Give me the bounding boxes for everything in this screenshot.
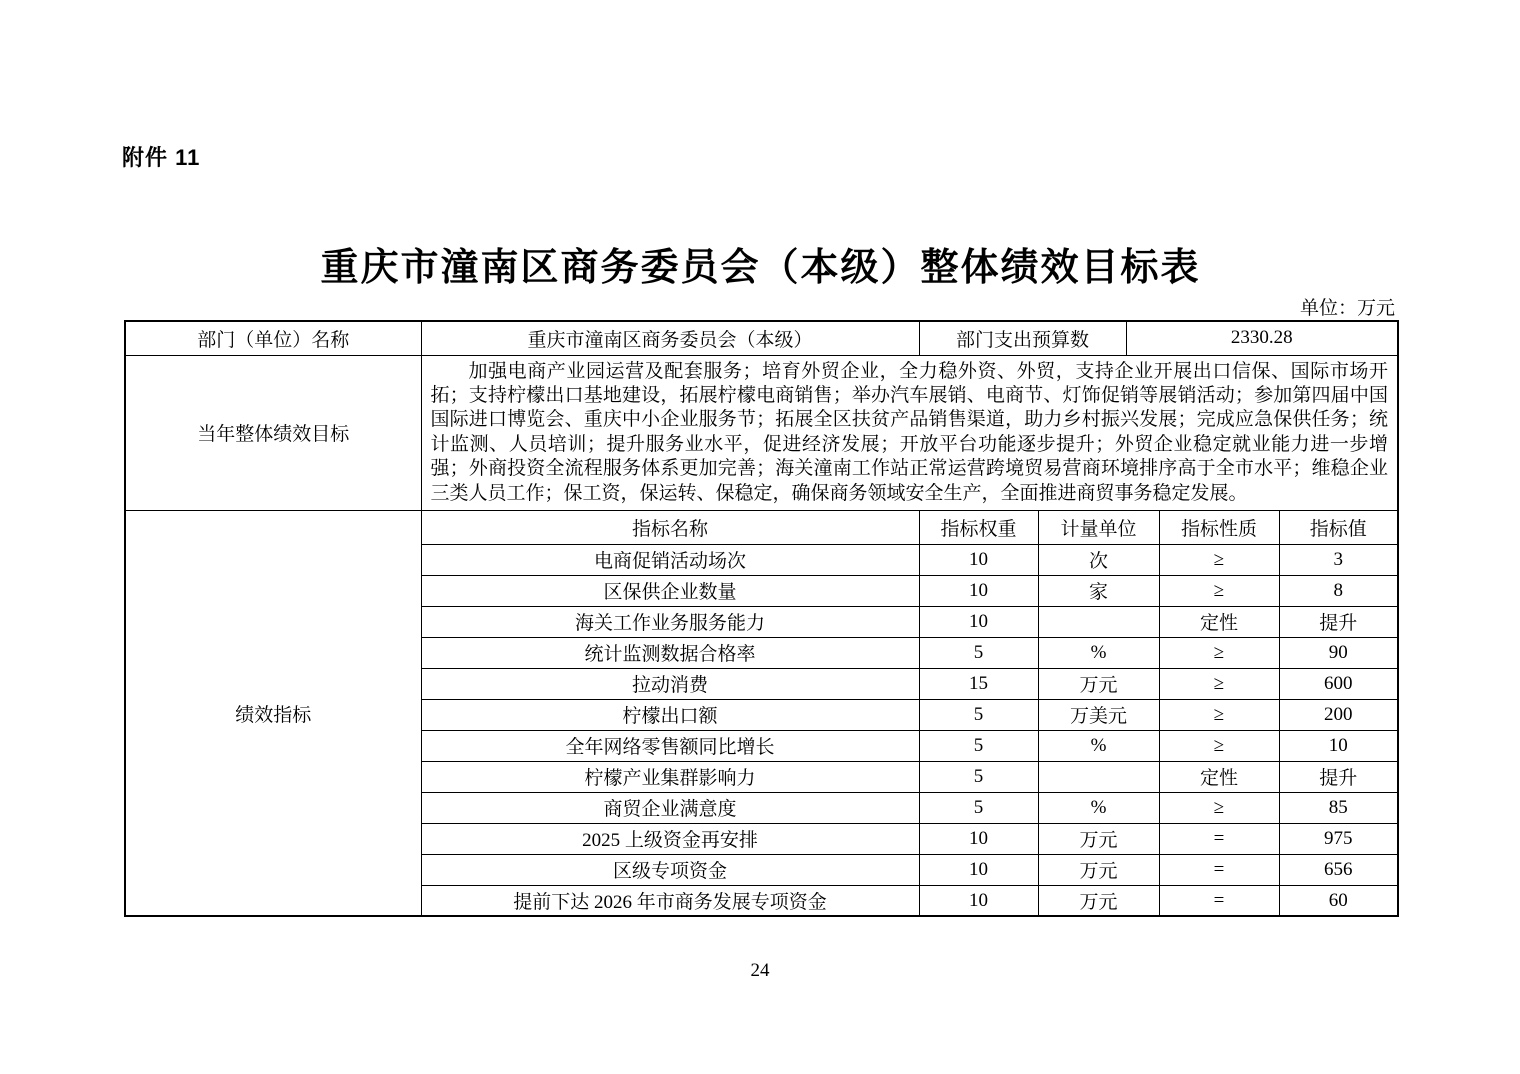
indicator-nature-cell: ≥ xyxy=(1159,668,1279,699)
indicator-nature-cell: 定性 xyxy=(1159,761,1279,792)
indicator-weight-cell: 5 xyxy=(919,730,1038,761)
table-row xyxy=(125,355,1398,510)
indicator-unit-cell xyxy=(1038,606,1159,637)
indicator-name-cell: 柠檬出口额 xyxy=(421,699,919,730)
header-indicator-nature: 指标性质 xyxy=(1159,510,1279,544)
indicator-unit-cell: 万元 xyxy=(1038,885,1159,916)
indicator-nature-cell: = xyxy=(1159,885,1279,916)
attachment-label: 附件 11 xyxy=(122,145,201,170)
indicator-unit-cell: % xyxy=(1038,637,1159,668)
indicator-nature-cell: ≥ xyxy=(1159,637,1279,668)
indicator-nature-cell: ≥ xyxy=(1159,575,1279,606)
indicator-unit-cell: 万元 xyxy=(1038,823,1159,854)
indicator-weight-cell: 15 xyxy=(919,668,1038,699)
indicator-unit-cell xyxy=(1038,761,1159,792)
indicator-name-cell: 海关工作业务服务能力 xyxy=(421,606,919,637)
indicator-value-cell: 200 xyxy=(1279,699,1398,730)
indicator-name-cell: 提前下达 2026 年市商务发展专项资金 xyxy=(421,885,919,916)
indicator-weight-cell: 5 xyxy=(919,792,1038,823)
indicator-value-cell: 8 xyxy=(1279,575,1398,606)
indicator-name-cell: 区级专项资金 xyxy=(421,854,919,885)
indicator-nature-cell: ≥ xyxy=(1159,544,1279,575)
indicator-unit-cell: 万美元 xyxy=(1038,699,1159,730)
indicator-unit-cell: % xyxy=(1038,730,1159,761)
header-indicator-value: 指标值 xyxy=(1279,510,1398,544)
indicator-value-cell: 60 xyxy=(1279,885,1398,916)
page-title: 重庆市潼南区商务委员会（本级）整体绩效目标表 xyxy=(320,247,1201,289)
indicator-weight-cell: 10 xyxy=(919,606,1038,637)
indicator-weight-cell: 5 xyxy=(919,699,1038,730)
budget-value-cell: 2330.28 xyxy=(1126,321,1398,355)
indicator-nature-cell: = xyxy=(1159,823,1279,854)
indicator-nature-cell: ≥ xyxy=(1159,699,1279,730)
header-indicator-weight: 指标权重 xyxy=(919,510,1038,544)
indicator-weight-cell: 10 xyxy=(919,575,1038,606)
indicator-name-cell: 电商促销活动场次 xyxy=(421,544,919,575)
indicator-name-cell: 全年网络零售额同比增长 xyxy=(421,730,919,761)
indicator-value-cell: 3 xyxy=(1279,544,1398,575)
table-header-row xyxy=(125,510,1398,544)
indicator-name-cell: 统计监测数据合格率 xyxy=(421,637,919,668)
indicators-section-label-cell: 绩效指标 xyxy=(125,510,421,916)
indicator-nature-cell: ≥ xyxy=(1159,730,1279,761)
indicator-unit-cell: 次 xyxy=(1038,544,1159,575)
budget-label-cell: 部门支出预算数 xyxy=(919,321,1126,355)
indicator-value-cell: 提升 xyxy=(1279,761,1398,792)
indicator-weight-cell: 5 xyxy=(919,637,1038,668)
indicator-unit-cell: 万元 xyxy=(1038,668,1159,699)
dept-name-label-cell: 部门（单位）名称 xyxy=(125,321,421,355)
indicator-value-cell: 85 xyxy=(1279,792,1398,823)
indicator-name-cell: 商贸企业满意度 xyxy=(421,792,919,823)
indicator-value-cell: 提升 xyxy=(1279,606,1398,637)
indicator-name-cell: 拉动消费 xyxy=(421,668,919,699)
indicator-name-cell: 2025 上级资金再安排 xyxy=(421,823,919,854)
indicator-name-cell: 柠檬产业集群影响力 xyxy=(421,761,919,792)
dept-name-value-cell: 重庆市潼南区商务委员会（本级） xyxy=(421,321,919,355)
indicator-weight-cell: 10 xyxy=(919,885,1038,916)
indicator-weight-cell: 10 xyxy=(919,544,1038,575)
indicator-value-cell: 600 xyxy=(1279,668,1398,699)
indicator-value-cell: 90 xyxy=(1279,637,1398,668)
indicator-value-cell: 10 xyxy=(1279,730,1398,761)
annual-goal-paragraph: 加强电商产业园运营及配套服务；培育外贸企业，全力稳外资、外贸，支持企业开展出口信保、国际市场开拓；支持柠檬出口基地建设，拓展柠檬电商销售；举办汽车展销、电商节、灯饰促销等展销活动；参加第四届中国国际进口博览会、重庆中小企业服务节；拓展全区扶贫产品销售渠道，助力乡村振兴发展；完成应急保供任务；统计监测、人员培训；提升服务业水平，促进经济发展；开放平台功能逐步提升；外贸企业稳定就业能力进一步增强；外商投资全流程服务体系更加完善；海关潼南工作站正常运营跨境贸易营商环境排序高于全市水平；维稳企业三类人员工作；保工资，保运转、保稳定，确保商务领域安全生产，全面推进商贸事务稳定发展。 xyxy=(430,360,1388,504)
indicator-name-cell: 区保供企业数量 xyxy=(421,575,919,606)
annual-goal-text-cell xyxy=(421,355,1398,510)
annual-goal-label-cell: 当年整体绩效目标 xyxy=(125,355,421,510)
indicator-nature-cell: 定性 xyxy=(1159,606,1279,637)
indicator-unit-cell: 万元 xyxy=(1038,854,1159,885)
header-indicator-unit: 计量单位 xyxy=(1038,510,1159,544)
indicator-weight-cell: 10 xyxy=(919,854,1038,885)
indicator-weight-cell: 10 xyxy=(919,823,1038,854)
indicator-nature-cell: = xyxy=(1159,854,1279,885)
indicator-unit-cell: 家 xyxy=(1038,575,1159,606)
indicator-weight-cell: 5 xyxy=(919,761,1038,792)
indicator-value-cell: 656 xyxy=(1279,854,1398,885)
indicator-value-cell: 975 xyxy=(1279,823,1398,854)
unit-note: 单位：万元 xyxy=(1299,298,1395,319)
indicator-unit-cell: % xyxy=(1038,792,1159,823)
table-row xyxy=(125,321,1398,355)
header-indicator-name: 指标名称 xyxy=(421,510,919,544)
page-number: 24 xyxy=(750,960,770,981)
performance-target-table xyxy=(124,320,1399,917)
indicator-nature-cell: ≥ xyxy=(1159,792,1279,823)
